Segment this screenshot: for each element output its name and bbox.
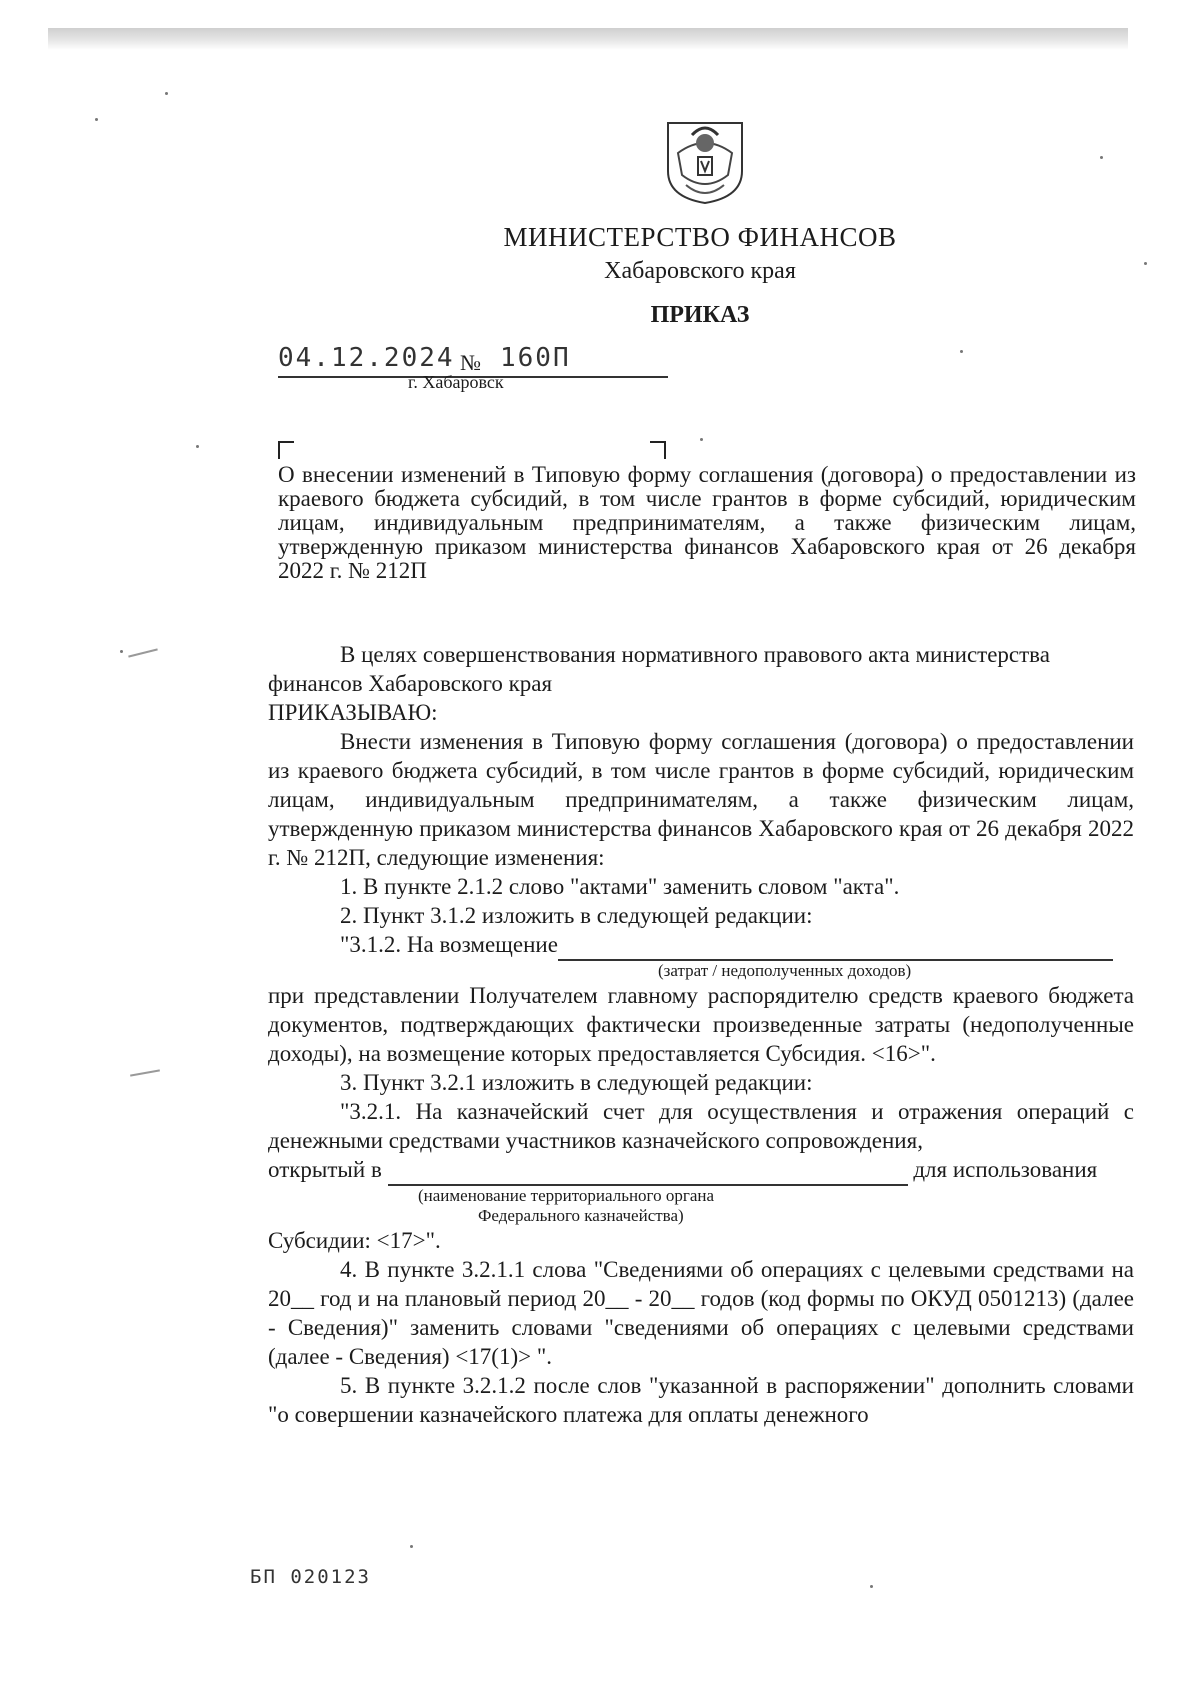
item-2-subscript: (затрат / недополученных доходов)	[658, 961, 912, 980]
region-name: Хабаровского края	[604, 258, 796, 284]
order-date: 04.12.2024	[278, 343, 455, 373]
item-3-opened-in: открытый в	[268, 1157, 382, 1182]
item-3-for-use: для использования	[913, 1157, 1098, 1182]
scan-speck	[1100, 156, 1103, 159]
item-3-subscript-2: Федерального казначейства)	[478, 1206, 684, 1225]
scan-speck	[700, 438, 703, 441]
scan-mark	[128, 648, 158, 657]
preamble: В целях совершенствования нормативного правового акта министерства финансов Хабаровского края	[268, 642, 1050, 696]
item-2-continuation: при представлении Получателем главному распорядителю средств краевого бюджета документов, подтверждающих фактически произведенные затраты (недополученные доходы), на возмещение которых предоставляется Субсидия. <16>".	[268, 983, 1134, 1066]
form-code: БП 020123	[250, 1566, 371, 1588]
item-3: 3. Пункт 3.2.1 изложить в следующей редакции:	[340, 1070, 813, 1095]
scan-speck	[960, 350, 963, 353]
scan-top-shadow	[48, 28, 1128, 50]
scan-speck	[870, 1585, 873, 1588]
order-body	[268, 640, 1134, 1429]
item-3-quote: "3.2.1. На казначейский счет для осуществления и отражения операций с денежными средствами участников казначейского сопровождения,	[268, 1099, 1134, 1153]
item-3-subscript-1: (наименование территориального органа	[418, 1186, 715, 1205]
city: г. Хабаровск	[408, 372, 504, 392]
scan-speck	[196, 445, 199, 448]
item-2-quote-start: "3.1.2. На возмещение	[340, 932, 558, 957]
coat-of-arms-emblem	[660, 113, 750, 205]
subject-corner-left	[278, 441, 294, 459]
ministry-name: МИНИСТЕРСТВО ФИНАНСОВ	[503, 222, 897, 252]
item-2-quote-line	[268, 930, 1134, 961]
item-2: 2. Пункт 3.1.2 изложить в следующей редакции:	[340, 903, 813, 928]
scan-speck	[95, 118, 98, 121]
intro-paragraph: Внести изменения в Типовую форму соглашения (договора) о предоставлении из краевого бюджета субсидий, в том числе грантов в форме субсидий, юридическим лицам, индивидуальным предпринимателям, а также физическим лицам, утвержденную приказом министерства финансов Хабаровского края от 26 декабря 2022 г. № 212П, следующие изменения:	[268, 729, 1134, 870]
order-word: ПРИКАЗЫВАЮ:	[268, 700, 438, 725]
scan-speck	[120, 650, 123, 653]
order-number: 160П	[500, 343, 571, 373]
item-1: 1. В пункте 2.1.2 слово "актами" заменить словом "акта".	[340, 874, 900, 899]
item-5: 5. В пункте 3.2.1.2 после слов "указанной в распоряжении" дополнить словами "о совершении казначейского платежа для оплаты денежного	[268, 1373, 1134, 1427]
subject-corner-right	[650, 441, 666, 459]
item-3-opened-line	[268, 1155, 1134, 1186]
item-4: 4. В пункте 3.2.1.1 слова "Сведениями об операциях с целевыми средствами на 20__ год и на плановый период 20__ - 20__ годов (код формы по ОКУД 0501213) (далее - Сведения)" заменить словами "сведениями об операциях с целевыми средствами (далее - Сведения) <17(1)> ".	[268, 1257, 1134, 1369]
scan-speck	[410, 1545, 413, 1548]
blank-line	[558, 930, 1113, 961]
order-subject: О внесении изменений в Типовую форму соглашения (договора) о предоставлении из краевого бюджета субсидий, в том числе грантов в форме субсидий, юридическим лицам, индивидуальным предпринимателям, а также физическим лицам, утвержденную приказом министерства финансов Хабаровского края от 26 декабря 2022 г. № 212П	[278, 462, 1136, 583]
scan-speck	[165, 92, 168, 95]
document-type: ПРИКАЗ	[650, 302, 750, 328]
item-3-end: Субсидии: <17>".	[268, 1228, 441, 1253]
blank-line	[388, 1155, 908, 1186]
scan-mark	[130, 1069, 160, 1076]
number-sign: №	[460, 350, 481, 375]
